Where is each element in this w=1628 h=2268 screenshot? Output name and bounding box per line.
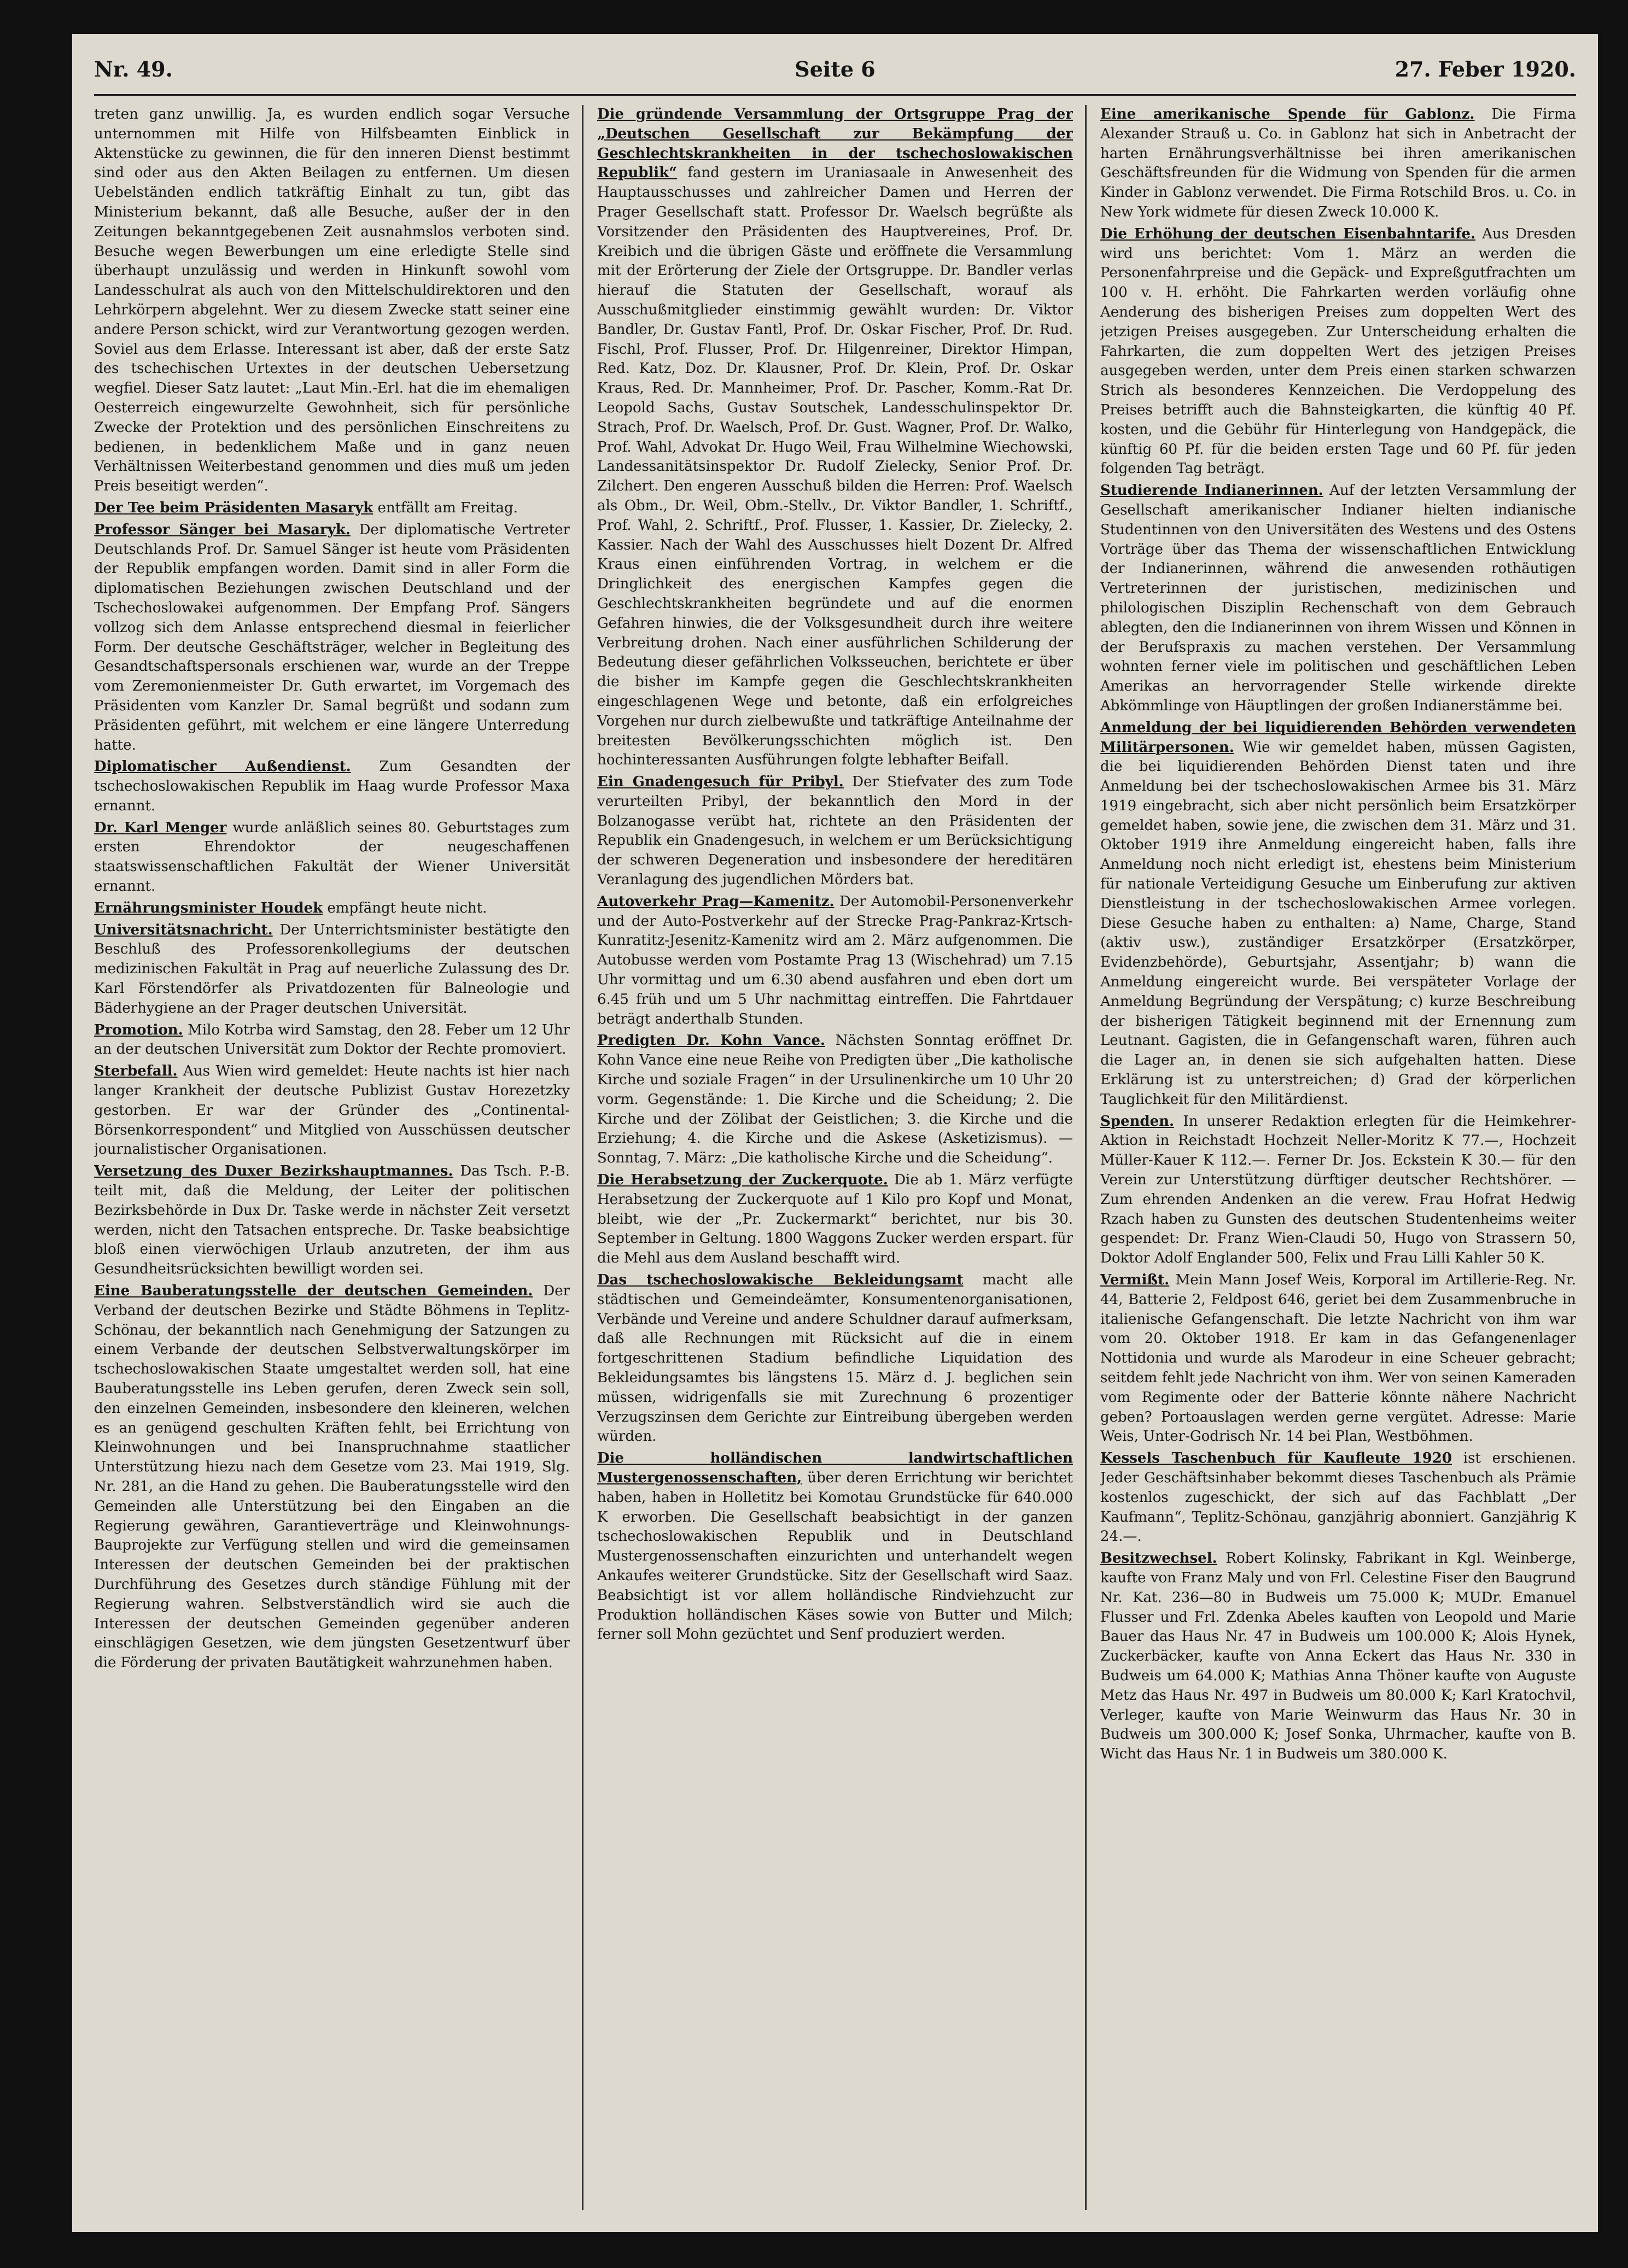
article-heading: Die gründende Versammlung der Ortsgruppe Prag der „Deutschen Gesellschaft zur Bekämpfung der Geschlechtskrankheiten in der tschechoslowakischen Republik“ xyxy=(597,106,1073,182)
article-text: Die ab 1. März verfügte Herabsetzung der Zuckerquote auf 1 Kilo pro Kopf und Monat, bleibt, wie der „Pr. Zuckermarkt“ berichtet, nur bis 30. September in Geltung. 1800 Waggons Zucker werden erspart. für die Mehl aus dem Ausland beschafft wird. xyxy=(597,1172,1073,1267)
article xyxy=(597,773,1073,890)
column-divider xyxy=(582,105,583,2210)
article-heading: Kessels Taschenbuch für Kaufleute 1920 xyxy=(1100,1450,1452,1467)
article xyxy=(94,1162,570,1279)
article-heading: Diplomatischer Außendienst. xyxy=(94,758,351,775)
article-text: macht alle städtischen und Gemeindeämter, Konsumentenorganisationen, Verbände und Vereine und andere Schuldner darauf aufmerksam, daß alle Rechnungen mit Rücksicht auf die in einem fortgeschrittenen Stadium befindliche Liquidation des Bekleidungsamtes bis längstens 15. März d. J. beglichen sein müssen, widrigenfalls sie mit Zurechnung 6 prozentiger Verzugszinsen dem Gerichte zur Eintreibung übergeben werden würden. xyxy=(597,1272,1073,1445)
article xyxy=(1100,1449,1576,1547)
article xyxy=(597,1449,1073,1645)
article-text: Der Verband der deutschen Bezirke und Städte Böhmens in Teplitz-Schönau, der bekanntlich nach Genehmigung der Satzungen zu einem Verbande der deutschen Selbstverwaltungskörper im tschechoslowakischen Staate umgestaltet werden soll, hat eine Bauberatungsstelle ins Leben gerufen, deren Zweck sein soll, den einzelnen Gemeinden, insbesondere den kleineren, welchen es an genügend geschulten Kräften fehlt, bei Errichtung von Kleinwohnungen und bei Inanspruchnahme staatlicher Unterstützung hiezu nach dem Gesetze vom 23. Mai 1919, Slg. Nr. 281, an die Hand zu gehen. Die Bauberatungsstelle wird den Gemeinden alle Unterstützung bei den Eingaben an die Regierung gewähren, Garantieverträge und Kleinwohnungs-Bauprojekte zur Verfügung stellen und wird die gemeinsamen Interessen der deutschen Gemeinden bei der praktischen Durchführung des Gesetzes durch ständige Fühlung mit der Regierung wahren. Selbstverständlich wird sie auch die Interessen der deutschen Gemeinden gegenüber anderen einschlägigen Gesetzen, wie dem jüngsten Gesetzentwurf über die Förderung der privaten Bautätigkeit wahrzunehmen haben. xyxy=(94,1283,570,1671)
article-heading: Die holländischen landwirtschaftlichen Mustergenossenschaften, xyxy=(597,1450,1073,1486)
column-3 xyxy=(1100,105,1576,2210)
article-text: treten ganz unwillig. Ja, es wurden endlich sogar Versuche unternommen mit Hilfe von Hilfsbeamten Einblick in Aktenstücke zu gewinnen, die für den inneren Dienst bestimmt sind oder aus den Akten Beilagen zu entfernen. Um diesen Uebelständen endlich tatkräftig Einhalt zu tun, gibt das Ministerium bekannt, daß alle Besuche, außer der in den Zeitungen bekanntgegebenen Zeit ausnahmslos verboten sind. Besuche wegen Bewerbungen um eine erledigte Stelle sind überhaupt unzulässig und werden in Hinkunft sowohl vom Landesschulrat als auch von den Mittelschuldirektoren und den Lehrkörpern abgelehnt. Wer zu diesem Zwecke statt seiner eine andere Person schickt, wird zur Verantwortung gezogen werden. Soviel aus dem Erlasse. Interessant ist aber, daß der erste Satz des tschechischen Urtextes in der deutschen Uebersetzung wegfiel. Dieser Satz lautet: „Laut Min.-Erl. hat die im ehemaligen Oesterreich eingewurzelte Gewohnheit, sich für persönliche Zwecke der Protektion und des persönlichen Einschreitens zu bedienen, in bedenklichem Maße und in ganz neuen Verhältnissen Weiterbestand genommen und dies muß um jeden Preis beseitigt werden“. xyxy=(94,106,570,495)
article-heading: Besitzwechsel. xyxy=(1100,1550,1217,1567)
article xyxy=(1100,105,1576,223)
article-text: entfällt am Freitag. xyxy=(377,499,518,516)
article-heading: Der Tee beim Präsidenten Masaryk xyxy=(94,499,374,516)
article-text: Mein Mann Josef Weis, Korporal im Artillerie-Reg. Nr. 44, Batterie 2, Feldpost 646, geriet bei dem Zusammenbruche in italienische Gefangenschaft. Die letzte Nachricht von ihm war vom 20. Oktober 1918. Er kam in das Gefangenenlager Nottidonia und wurde als Marodeur in eine Scheuer gebracht; seitdem fehlt jede Nachricht von ihm. Wer von seinen Kameraden vom Regimente oder der Batterie könnte nähere Nachricht geben? Portoauslagen werden gerne vergütet. Adresse: Marie Weis, Unter-Godrisch Nr. 14 bei Plan, Westböhmen. xyxy=(1100,1272,1576,1445)
column-1 xyxy=(94,105,570,2210)
article xyxy=(597,1271,1073,1447)
article xyxy=(597,892,1073,1030)
article-heading: Universitätsnachricht. xyxy=(94,921,273,938)
article xyxy=(94,1021,570,1060)
article-paragraph xyxy=(597,1271,1073,1447)
article-paragraph xyxy=(94,1282,570,1673)
article xyxy=(94,105,570,496)
article-text: Auf der letzten Versammlung der Gesellschaft amerikanischer Indianer hielten indianische Studentinnen von den Universitäten des Westens und des Ostens Vorträge über das Thema der wissenschaftlichen Entwicklung der Indianerinnen, während die anwesenden rothäutigen Vertreterinnen der juristischen, medizinischen und philologischen Disziplin Rechenschaft von dem Gebrauch ablegten, den die Indianerinnen von ihrem Wissen und Können in der Berufspraxis zu machen verstehen. Der Versammlung wohnten ferner viele im politischen und geschäftlichen Leben Amerikas an hervorragender Stelle wirkende direkte Abkömmlinge von Häuptlingen der großen Indianerstämme bei. xyxy=(1100,482,1576,714)
article-text: Der Automobil-Personenverkehr und der Auto-Postverkehr auf der Strecke Prag-Pankraz-Krtsch-Kunratitz-Jesenitz-Kamenitz wird am 2. März aufgenommen. Die Autobusse werden vom Postamte Prag 13 (Wischehrad) um 7.15 Uhr vormittag und um 6.30 abend ausfahren und eben dort um 6.45 früh und um 5 Uhr nachmittag eintreffen. Die Fahrtdauer beträgt anderthalb Stunden. xyxy=(597,893,1073,1027)
article-text: Aus Dresden wird uns berichtet: Vom 1. März an werden die Personenfahrpreise und die Gepäck- und Expreßgutfrachten um 100 v. H. erhöht. Die Fahrkarten werden vorläufig ohne Aenderung des bisherigen Preises zum doppelten Wert des jetzigen Preises ausgegeben. Zur Unterscheidung erhalten die Fahrkarten, die zum doppelten Wert des jetzigen Preises ausgegeben werden, unter dem Preis einen starken schwarzen Strich als besonderes Kennzeichen. Die Verdoppelung des Preises betrifft auch die Bahnsteigkarten, die künftig 40 Pf. kosten, und die Gebühr für Hinterlegung von Handgepäck, die künftig 60 Pf. für die beiden ersten Tage und 60 Pf. für jeden folgenden Tag beträgt. xyxy=(1100,225,1576,477)
article-text: Nächsten Sonntag eröffnet Dr. Kohn Vance eine neue Reihe von Predigten über „Die katholische Kirche und soziale Fragen“ in der Ursulinenkirche um 10 Uhr 20 vorm. Gegenstände: 1. Die Kirche und die Scheidung; 2. Die Kirche und der Zölibat der Geistlichen; 3. die Kirche und die Erziehung; 4. die Kirche und die Askese (Asketizismus). — Sonntag, 7. März: „Die katholische Kirche und die Scheidung“. xyxy=(597,1032,1073,1167)
article-paragraph xyxy=(94,105,570,496)
article-paragraph xyxy=(94,1162,570,1279)
article-text: Robert Kolinsky, Fabrikant in Kgl. Weinberge, kaufte von Franz Maly und von Frl. Celestine Fiser den Baugrund Nr. Kat. 236—80 in Budweis um 75.000 K; MUDr. Emanuel Flusser und Frl. Zdenka Abeles kauften von Leopold und Marie Bauer das Haus Nr. 47 in Budweis um 100.000 K; Alois Hynek, Zuckerbäcker, kaufte von Anna Eckert das Haus Nr. 330 in Budweis um 64.000 K; Mathias Anna Thöner kaufte von Auguste Metz das Haus Nr. 497 in Budweis um 80.000 K; Karl Kratochvil, Verleger, kaufte von Marie Weinwurm das Haus Nr. 30 in Budweis um 300.000 K; Josef Sonka, Uhrmacher, kaufte von B. Wicht das Haus Nr. 1 in Budweis um 380.000 K. xyxy=(1100,1550,1576,1763)
article-paragraph xyxy=(1100,1549,1576,1764)
article-paragraph xyxy=(94,499,570,518)
article-heading: Das tschechoslowakische Bekleidungsamt xyxy=(597,1272,964,1289)
article-heading: Vermißt. xyxy=(1100,1272,1170,1289)
article-heading: Die Herabsetzung der Zuckerquote. xyxy=(597,1172,888,1189)
article-heading: Eine amerikanische Spende für Gablonz. xyxy=(1100,106,1475,122)
article xyxy=(94,499,570,518)
article-paragraph xyxy=(94,899,570,919)
issue-number: Nr. 49. xyxy=(94,57,173,81)
article-paragraph xyxy=(597,892,1073,1030)
article xyxy=(597,105,1073,770)
article-text: Der Unterrichtsminister bestätigte den Beschluß des Professorenkollegiums der deutschen medizinischen Fakultät in Prag auf neuerliche Zulassung des Dr. Karl Förstendörfer als Privatdozenten für Balneologie und Bäderhygiene an der Prager deutschen Universität. xyxy=(94,921,570,1016)
page-number: Seite 6 xyxy=(795,57,876,81)
article xyxy=(1100,225,1576,479)
article-text: Der diplomatische Vertreter Deutschlands Prof. Dr. Samuel Sänger ist heute vom Präsidenten der Republik empfangen worden. Damit sind in aller Form die diplomatischen Beziehungen zwischen Deutschland und der Tschechoslowakei aufgenommen. Der Empfang Prof. Sängers vollzog sich dem Anlasse entsprechend diesmal in feierlicher Form. Der deutsche Geschäftsträger, welcher in Begleitung des Gesandtschaftspersonals erschienen war, wurde an der Treppe vom Zeremonienmeister Dr. Guth erwartet, im Vorgemach des Präsidenten vom Kanzler Dr. Samal begrüßt und sodann zum Präsidenten geführt, mit welchem er eine längere Unterredung hatte. xyxy=(94,521,570,753)
article-text: über deren Errichtung wir berichtet haben, haben in Holletitz bei Komotau Grundstücke für 640.000 K erworben. Die Gesellschaft beabsichtigt in der ganzen tschechoslowakischen Republik und in Deutschland Mustergenossenschaften einzurichten und unterhandelt wegen Ankaufes weiterer Grundstücke. Sitz der Gesellschaft wird Saaz. Beabsichtigt ist vor allem holländische Rindviehzucht zur Produktion holländischen Käses sowie von Butter und Milch; ferner soll Mohn gezüchtet und Senf produziert werden. xyxy=(597,1469,1073,1643)
article-text: Der Stiefvater des zum Tode verurteilten Pribyl, der bekanntlich den Mord in der Bolzanogasse verübt hat, richtete an den Präsidenten der Republik ein Gnadengesuch, in welchem er um Berücksichtigung der schweren Degeneration und insbesondere der hereditären Veranlagung des jugendlichen Mörders bat. xyxy=(597,774,1073,889)
article-paragraph xyxy=(1100,718,1576,1110)
article-text: In unserer Redaktion erlegten für die Heimkehrer-Aktion in Reichstadt Hochzeit Neller-Moritz K 77.—, Hochzeit Müller-Kauer K 112.—. Ferner Dr. Jos. Eckstein K 30.— für den Verein zur Unterstützung dürftiger deutscher Rechtshörer. — Zum ehrenden Andenken an die verew. Frau Hofrat Hedwig Rzach haben zu Gunsten des deutschen Studentenheims weiter gespendet: Dr. Franz Wien-Claudi 50, Hugo von Strassern 50, Doktor Adolf Englander 500, Felix und Frau Lilli Kahler 50 K. xyxy=(1100,1113,1576,1267)
article-paragraph xyxy=(94,1021,570,1060)
article-heading: Spenden. xyxy=(1100,1113,1175,1130)
article-heading: Ein Gnadengesuch für Pribyl. xyxy=(597,774,844,791)
article-heading: Autoverkehr Prag—Kamenitz. xyxy=(597,893,835,910)
article-paragraph xyxy=(597,773,1073,890)
article xyxy=(597,1171,1073,1269)
article xyxy=(1100,481,1576,716)
article-paragraph xyxy=(94,757,570,816)
article-paragraph xyxy=(1100,1449,1576,1547)
article-heading: Studierende Indianerinnen. xyxy=(1100,482,1323,499)
article-paragraph xyxy=(1100,1112,1576,1269)
article-paragraph xyxy=(94,819,570,897)
article-paragraph xyxy=(597,1449,1073,1645)
article xyxy=(1100,1549,1576,1764)
article-text: Milo Kotrba wird Samstag, den 28. Feber um 12 Uhr an der deutschen Universität zum Doktor der Rechte promoviert. xyxy=(94,1021,570,1058)
article-heading: Professor Sänger bei Masaryk. xyxy=(94,521,351,538)
article-text: Aus Wien wird gemeldet: Heute nachts ist hier nach langer Krankheit der deutsche Publizist Gustav Horezetzky gestorben. Er war der Gründer des „Continental-Börsenkorrespondent“ und Mitglied von Ausschüssen deutscher journalistischer Organisationen. xyxy=(94,1063,570,1158)
issue-date: 27. Feber 1920. xyxy=(1394,57,1576,81)
page-header xyxy=(94,57,1576,95)
article xyxy=(94,1062,570,1160)
article xyxy=(94,1282,570,1673)
header-rule xyxy=(94,94,1576,96)
article-heading: Anmeldung der bei liquidierenden Behörden verwendeten Militärpersonen. xyxy=(1100,719,1576,756)
article xyxy=(94,921,570,1019)
article-text: Die Firma Alexander Strauß u. Co. in Gablonz hat sich in Anbetracht der harten Ernährungsverhältnisse bei ihren amerikanischen Geschäftsfreunden für die Widmung von Spenden für die armen Kinder in Gablonz verwendet. Die Firma Rotschild Bros. u. Co. in New York widmete für diesen Zweck 10.000 K. xyxy=(1100,106,1576,220)
column-2 xyxy=(597,105,1073,2210)
article-paragraph xyxy=(597,1171,1073,1269)
article-text: wurde anläßlich seines 80. Geburtstages zum ersten Ehrendoktor der neugeschaffenen staatswissenschaftlichen Fakultät der Wiener Universität ernannt. xyxy=(94,819,570,895)
article xyxy=(597,1031,1073,1168)
article-text: fand gestern im Uraniasaale in Anwesenheit des Hauptausschusses und zahlreicher Damen und Herren der Prager Gesellschaft statt. Professor Dr. Waelsch begrüßte als Vorsitzender den Präsidenten des Hauptvereines, Prof. Dr. Kreibich und die übrigen Gäste und eröffnete die Versammlung mit der Erörterung der Ziele der Ortsgruppe. Dr. Bandler verlas hierauf die Statuten der Gesellschaft, worauf als Ausschußmitglieder einstimmig gewählt wurden: Dr. Viktor Bandler, Dr. Gustav Fantl, Prof. Dr. Oskar Fischer, Prof. Dr. Rud. Fischl, Prof. Flusser, Prof. Dr. Hilgenreiner, Direktor Himpan, Red. Katz, Doz. Dr. Klausner, Prof. Dr. Klein, Prof. Dr. Oskar Kraus, Red. Dr. Mannheimer, Prof. Dr. Pascher, Komm.-Rat Dr. Leopold Sachs, Gustav Soutschek, Landesschulinspektor Dr. Strach, Prof. Dr. Waelsch, Prof. Dr. Gust. Wagner, Prof. Dr. Walko, Prof. Wahl, Advokat Dr. Hugo Weil, Frau Wilhelmine Wiechowski, Landessanitätsinspektor Dr. Rudolf Zielecky, Senior Prof. Dr. Zilchert. Den engeren Ausschuß bilden die Herren: Prof. Waelsch als Obm., Dr. Weil, Obm.-Stellv., Dr. Viktor Bandler, 1. Schriftf., Prof. Wahl, 2. Schriftf., Prof. Flusser, 1. Kassier, Dr. Zielecky, 2. Kassier. Nach der Wahl des Ausschusses hielt Dozent Dr. Alfred Kraus einen einführenden Vortrag, in welchem er die Dringlichkeit des energischen Kampfes gegen die Geschlechtskrankheiten begründete und auf die enormen Gefahren hinwies, die der Volksgesundheit durch ihre weitere Verbreitung drohen. Nach einer ausführlichen Schilderung der Bedeutung dieser gefährlichen Volksseuchen, berichtete er über die bisher im Kampfe gegen die Geschlechtskrankheiten eingeschlagenen Wege und betonte, daß ein erfolgreiches Vorgehen nur durch zielbewußte und tatkräftige Anteilnahme der breitesten Bevölkerungsschichten möglich ist. Den hochinteressanten Ausführungen folgte lebhafter Beifall. xyxy=(597,165,1073,769)
article-text: ist erschienen. Jeder Geschäftsinhaber bekommt dieses Taschenbuch als Prämie kostenlos zugeschickt, der sich auf das Fachblatt „Der Kaufmann“, Teplitz-Schönau, ganzjährig abonniert. Ganzjährig K 24.—. xyxy=(1100,1450,1576,1545)
article-paragraph xyxy=(597,1031,1073,1168)
article-paragraph xyxy=(1100,225,1576,479)
article-heading: Promotion. xyxy=(94,1021,183,1038)
article-text: Zum Gesandten der tschechoslowakischen Republik im Haag wurde Professor Maxa ernannt. xyxy=(94,758,570,814)
article xyxy=(94,819,570,897)
newspaper-page xyxy=(72,34,1598,2232)
article-heading: Versetzung des Duxer Bezirkshauptmannes. xyxy=(94,1163,453,1180)
article-paragraph xyxy=(1100,105,1576,223)
article-heading: Dr. Karl Menger xyxy=(94,819,227,836)
article-text: empfängt heute nicht. xyxy=(327,899,487,916)
article-text: Das Tsch. P.-B. teilt mit, daß die Meldung, der Leiter der politischen Bezirksbehörde in Dux Dr. Taske werde in nächster Zeit versetzt werden, nicht den Tatsachen entspreche. Dr. Taske beabsichtige bloß einen vierwöchigen Urlaub anzutreten, der ihm aus Gesundheitsrücksichten bewilligt worden sei. xyxy=(94,1163,570,1278)
column-divider xyxy=(1085,105,1087,2210)
article-heading: Ernährungsminister Houdek xyxy=(94,899,323,916)
article xyxy=(94,521,570,756)
article xyxy=(94,899,570,919)
article xyxy=(94,757,570,816)
article-heading: Eine Bauberatungsstelle der deutschen Gemeinden. xyxy=(94,1283,533,1300)
article-heading: Die Erhöhung der deutschen Eisenbahntarife. xyxy=(1100,225,1476,242)
article-paragraph xyxy=(94,1062,570,1160)
article xyxy=(1100,718,1576,1110)
article-paragraph xyxy=(94,921,570,1019)
article-heading: Predigten Dr. Kohn Vance. xyxy=(597,1032,825,1049)
article-paragraph xyxy=(94,521,570,756)
article xyxy=(1100,1271,1576,1447)
article-text: Wie wir gemeldet haben, müssen Gagisten, die bei liquidierenden Behörden Dienst taten und ihre Anmeldung bei der tschechoslowakischen Armee bis 31. März 1919 eingebracht, sich aber nicht persönlich beim Ersatzkörper gemeldet haben, sowie jene, die zwischen dem 31. März und 31. Oktober 1919 ihre Anmeldung eingereicht haben, falls ihre Anmeldung noch nicht erledigt ist, ehestens beim Ministerium für nationale Verteidigung Gesuche um Einberufung zur aktiven Dienstleistung in der tschechoslowakischen Armee vorlegen. Diese Gesuche haben zu enthalten: a) Name, Charge, Stand (aktiv usw.), zuständiger Ersatzkörper (Ersatzkörper, Evidenzbehörde), Geburtsjahr, Assentjahr; b) wann die Anmeldung eingereicht wurde. Bei verspäteter Vorlage der Anmeldung Begründung der Verspätung; c) kurze Beschreibung der bisherigen Tätigkeit beginnend mit der Ernennung zum Leutnant. Gagisten, die in Gefangenschaft waren, führen auch die Lager an, in denen sie sich aufgehalten hatten. Diese Erklärung ist zu unterstreichen; d) Grad der körperlichen Tauglichkeit für den Militärdienst. xyxy=(1100,739,1576,1108)
article xyxy=(1100,1112,1576,1269)
article-paragraph xyxy=(1100,481,1576,716)
article-heading: Sterbefall. xyxy=(94,1063,178,1080)
article-paragraph xyxy=(597,105,1073,770)
article-paragraph xyxy=(1100,1271,1576,1447)
